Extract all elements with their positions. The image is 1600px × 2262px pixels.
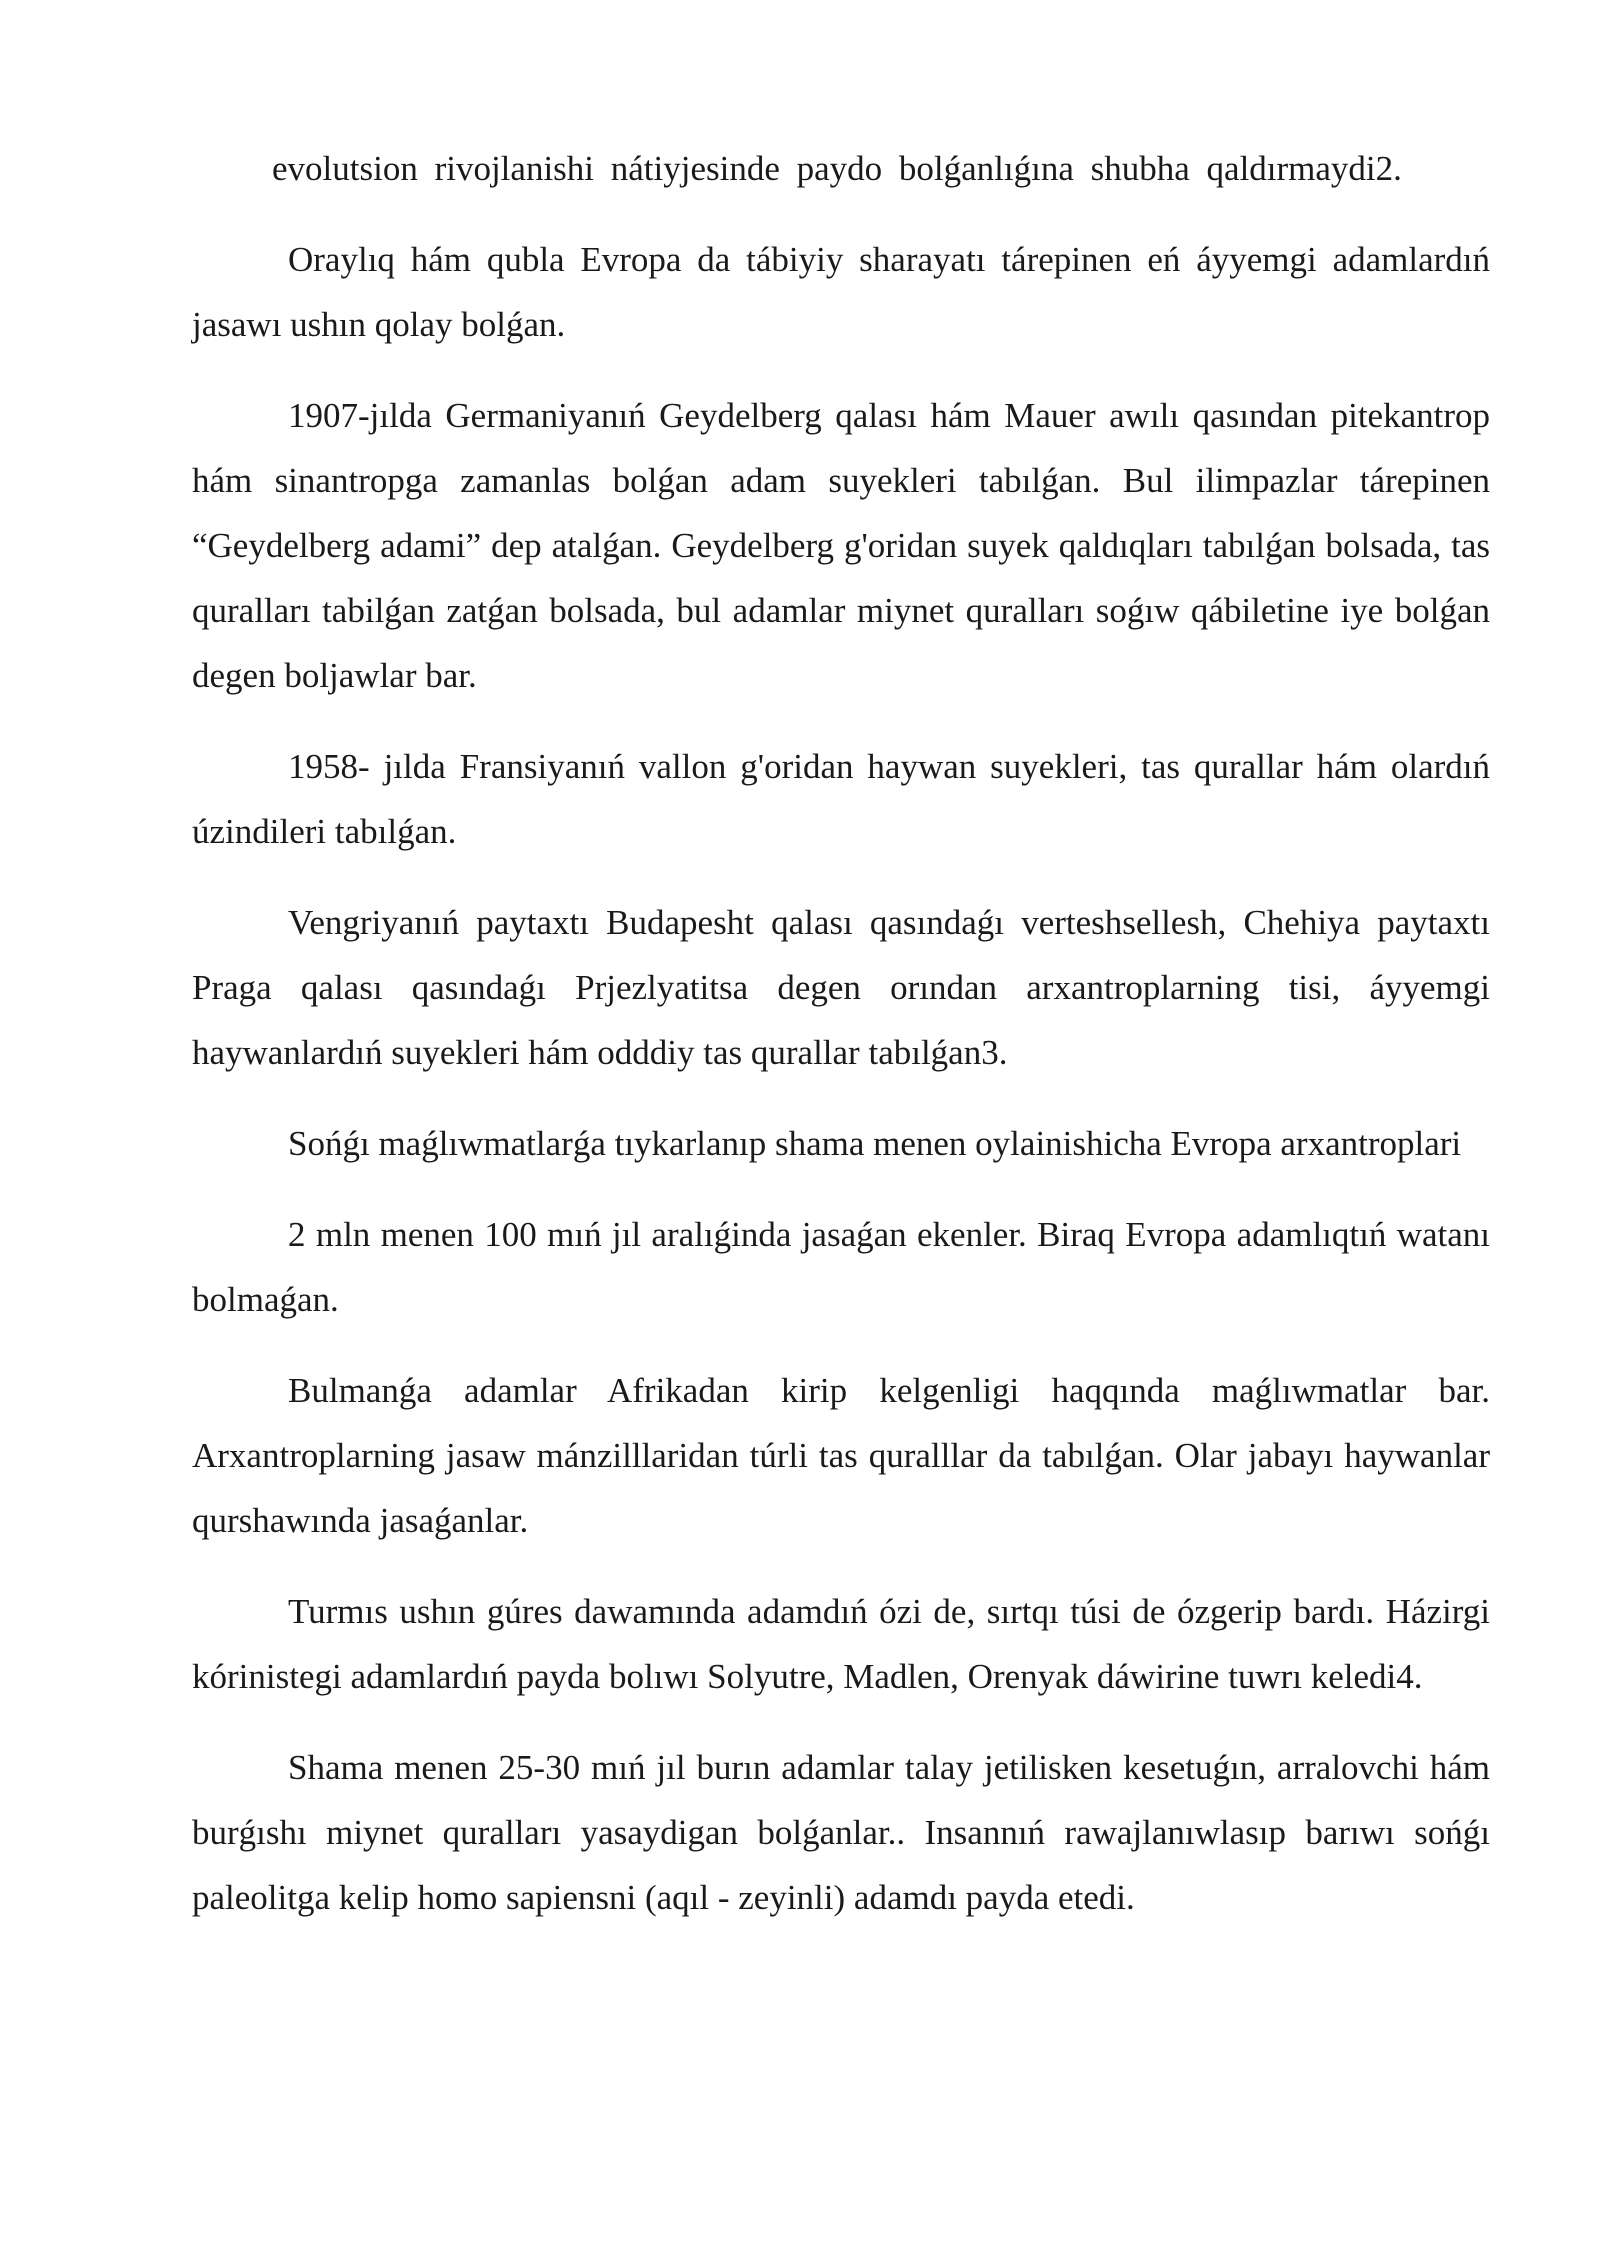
paragraph-from-africa: Bulmanǵa adamlar Afrikadan kirip kelgenligi haqqında maǵlıwmatlar bar. Arxantroplarning jasaw mánzilllaridan túrli tas quralllar da tabılǵan. Olar jabayı haywanlar qurshawında jasaǵanlar. bbox=[192, 1371, 1490, 1540]
paragraph-struggle: Turmıs ushın gúres dawamında adamdıń ózi de, sırtqı túsi de ózgerip bardı. Házirgi kórinistegi adamlardıń payda bolıwı Solyutre, Madlen, Orenyak dáwirine tuwrı keledi4. bbox=[192, 1592, 1490, 1696]
paragraph-homo-sapiens: Shama menen 25-30 mıń jıl burın adamlar talay jetilisken kesetuǵın, arralovchi hám burǵıshı miynet quralları yasaydigan bolǵanlar.. Insannıń rawajlanıwlasıp barıwı sońǵı paleolitga kelip homo sapiensni (aqıl - zeyinli) adamdı payda etedi. bbox=[192, 1748, 1490, 1917]
paragraph-heidelberg-1907: 1907-jılda Germaniyanıń Geydelberg qalası hám Mauer awılı qasından pitekantrop hám sinantropga zamanlas bolǵan adam suyekleri tabılǵan. Bul ilimpazlar tárepinen “Geydelberg adami” dep atalǵan. Geydelberg g'oridan suyek qaldıqları tabılǵan bolsada, tas quralları tabilǵan zatǵan bolsada, bul adamlar miynet quralları soǵıw qábiletine iye bolǵan degen boljawlar bar. bbox=[192, 396, 1490, 695]
paragraph-million-years: 2 mln menen 100 mıń jıl aralıǵinda jasaǵan ekenler. Biraq Evropa adamlıqtıń watanı bolmaǵan. bbox=[192, 1215, 1490, 1319]
paragraph-continuation: evolutsion rivojlanishi nátiyjesinde paydo bolǵanlıǵına shubha qaldırmaydi2. bbox=[272, 149, 1402, 188]
paragraph-latest-data: Sońǵı maǵlıwmatlarǵa tıykarlanıp shama menen oylainishicha Evropa arxantroplari bbox=[288, 1124, 1462, 1163]
paragraph-hungary-czech: Vengriyanıń paytaxtı Budapesht qalası qasındaǵı verteshsellesh, Chehiya paytaxtı Praga qalası qasındaǵı Prjezlyatitsa degen orından arxantroplarning tisi, áyyemgi haywanlardıń suyekleri hám odddiy tas qurallar tabılǵan3. bbox=[192, 903, 1490, 1072]
paragraph-central-europe: Oraylıq hám qubla Evropa da tábiyiy sharayatı tárepinen eń áyyemgi adamlardıń jasawı ushın qolay bolǵan. bbox=[192, 240, 1490, 344]
document-body bbox=[192, 136, 1490, 1956]
paragraph-france-1958: 1958- jılda Fransiyanıń vallon g'oridan haywan suyekleri, tas qurallar hám olardıń úzindileri tabılǵan. bbox=[192, 747, 1490, 851]
